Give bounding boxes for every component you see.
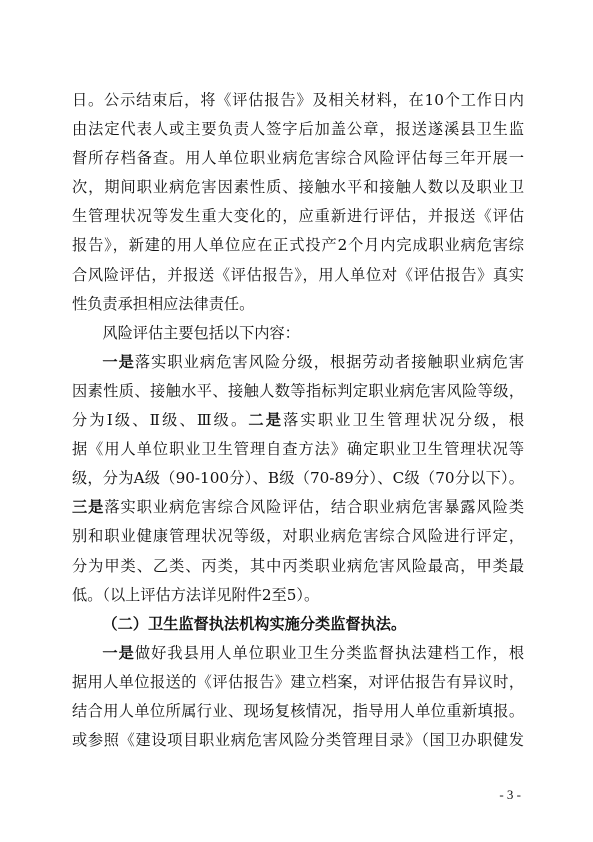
text-line: 因素性质、接触水平、接触人数等指标判定职业病危害风险等级， — [72, 381, 524, 400]
text-line: 别和职业健康管理状况等级，对职业病危害综合风险进行评定， — [72, 527, 524, 546]
text-line: 次，期间职业病危害因素性质、接触水平和接触人数以及职业卫 — [72, 178, 524, 197]
paragraph-filing-work — [72, 639, 524, 755]
text-line: 结合用人单位所属行业、现场复核情况，指导用人单位重新填报。 — [72, 701, 524, 720]
point-label-first: 一是 — [102, 352, 135, 371]
text-line: 由法定代表人或主要负责人签字后加盖公章，报送遂溪县卫生监 — [72, 120, 524, 139]
heading-text: （二）卫生监督执法机构实施分类监督执法。 — [102, 614, 407, 633]
point-label-second: 二是 — [248, 411, 284, 430]
section-heading — [72, 610, 524, 639]
text-line — [72, 493, 524, 522]
text-line — [72, 639, 524, 668]
text-line: 据用人单位报送的《评估报告》建立档案，对评估报告有异议时， — [72, 672, 524, 691]
text-segment: 落实职业病危害综合风险评估，结合职业病危害暴露风险类 — [104, 498, 525, 517]
text-segment: 做好我县用人单位职业卫生分类监督执法建档工作，根 — [134, 643, 525, 662]
text-line — [72, 406, 524, 435]
body-text — [72, 86, 524, 755]
text-segment: 分为Ⅰ级、Ⅱ级、Ⅲ级。 — [72, 411, 249, 430]
point-label-third: 三是 — [72, 498, 105, 517]
paragraph-assessment-report-submission — [72, 86, 524, 319]
text-line: 合风险评估，并报送《评估报告》，用人单位对《评估报告》真实 — [72, 265, 524, 284]
text-line: 风险评估主要包括以下内容： — [102, 323, 300, 342]
text-line: 分为甲类、乙类、丙类，其中丙类职业病危害风险最高，甲类最 — [72, 556, 524, 575]
text-line: 级，分为A级（90-100分）、B级（70-89分）、C级（70分以下）。 — [72, 469, 524, 488]
text-line: 或参照《建设项目职业病危害风险分类管理目录》（国卫办职健发 — [72, 731, 524, 750]
text-line: 据《用人单位职业卫生管理自查方法》确定职业卫生管理状况等 — [72, 440, 524, 459]
point-label-first: 一是 — [102, 643, 135, 662]
text-segment: 落实职业卫生管理状况分级，根 — [283, 411, 525, 430]
paragraph-assessment-contents-intro — [72, 319, 524, 348]
paragraph-risk-classification — [72, 348, 524, 610]
text-line — [72, 348, 524, 377]
text-line: 生管理状况等发生重大变化的，应重新进行评估，并报送《评估 — [72, 207, 524, 226]
text-line: 低。（以上评估方法详见附件2至5）。 — [72, 585, 320, 604]
text-segment: 落实职业病危害风险分级，根据劳动者接触职业病危害 — [134, 352, 525, 371]
text-line: 报告》，新建的用人单位应在正式投产2个月内完成职业病危害综 — [72, 236, 524, 255]
text-line: 性负责承担相应法律责任。 — [72, 294, 255, 313]
text-line: 日。公示结束后，将《评估报告》及相关材料，在10个工作日内 — [72, 91, 524, 109]
page-number: - 3 - — [499, 787, 521, 802]
text-line: 督所存档备查。用人单位职业病危害综合风险评估每三年开展一 — [72, 149, 524, 168]
